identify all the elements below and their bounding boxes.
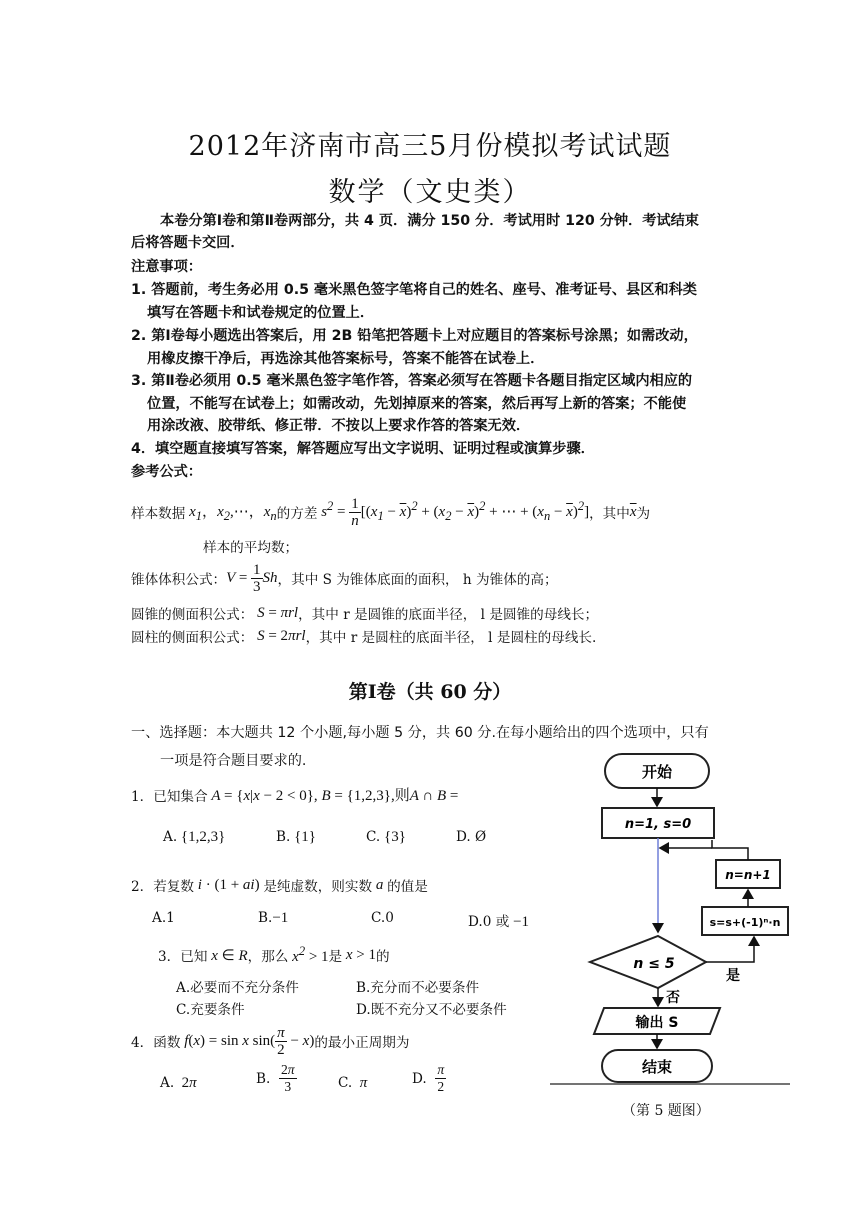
page-subtitle: 数学（文史类） xyxy=(328,177,532,208)
question-2-option-d: D.0 或 −1 xyxy=(468,914,530,930)
question-1-option-c: C. {3} xyxy=(366,829,406,845)
question-3-mid-1: ，那么 xyxy=(247,949,289,965)
variance-expression: $s^2$ = $\frac{1}{n}$ [$(x_1 - \overline{x})^2 + (x_2 - \overline{x})^2$ + ⋯ + $(x_n - \overline{x})^2$] xyxy=(317,495,590,529)
cone-volume-label: 锥体体积公式： xyxy=(131,572,227,588)
note-line: 用涂改液、胶带纸、修正带．不按以上要求作答的答案无效． xyxy=(147,418,531,434)
question-4-end: 的最小正周期为 xyxy=(314,1035,410,1051)
cone-side-label: 圆锥的侧面积公式： xyxy=(131,607,254,623)
question-4-stem xyxy=(131,1022,409,1060)
question-1-option-a: A. {1,2,3} xyxy=(163,829,226,845)
note-line: 用橡皮擦干净后，再选涂其他答案标号，答案不能答在试卷上． xyxy=(147,351,545,367)
question-4-expression: f(x) = sin x sin( $\frac{\pi}{2}$ − x) xyxy=(180,1024,315,1058)
cone-volume-formula: V = $\frac{1}{3}$ Sh xyxy=(226,561,278,595)
question-2-option-a: A.1 xyxy=(152,910,175,926)
question-3-option-c: C.充要条件 xyxy=(176,1002,245,1018)
option-label: B. xyxy=(258,910,273,926)
flowchart-diagram xyxy=(550,740,790,1100)
question-1-option-d: D. Ø xyxy=(456,829,487,845)
note-line: 位置，不能写在试卷上；如需改动，先划掉原来的答案，然后再写上新的答案；不能使 xyxy=(147,396,687,412)
question-3-mid-2: 是 xyxy=(328,949,343,965)
question-2-prefix: 2．若复数 xyxy=(131,879,195,895)
cone-side-line xyxy=(131,603,598,623)
variance-prefix: 样本数据 xyxy=(131,506,186,522)
question-2-expression: i · (1 + ai) xyxy=(194,876,260,893)
question-1-option-b: B. {1} xyxy=(276,829,316,845)
option-label: B. xyxy=(276,829,291,845)
option-label: C. xyxy=(366,829,381,845)
question-4-prefix: 4．函数 xyxy=(131,1035,181,1051)
option-label: D. xyxy=(412,1070,427,1087)
intro-line-2: 后将答题卡交回． xyxy=(131,235,245,251)
cone-side-desc: ，其中 r 是圆锥的底面半径， l 是圆锥的母线长； xyxy=(298,607,599,623)
flowchart-end-label: 结束 xyxy=(641,1058,673,1076)
option-label: C. xyxy=(338,1075,353,1091)
question-1-expression: A = {x|x − 2 < 0}, B = {1,2,3},则A ∩ B = xyxy=(207,788,459,804)
question-3-option-d: D.既不充分又不必要条件 xyxy=(356,1002,507,1018)
question-3-prefix: 3．已知 xyxy=(158,949,208,965)
intro-line-1: 本卷分第Ⅰ卷和第Ⅱ卷两部分，共 4 页．满分 150 分．考试用时 120 分钟．考试结束 xyxy=(160,213,699,229)
question-2-stem xyxy=(131,875,428,895)
question-4-option-c: C. π xyxy=(338,1075,368,1091)
question-2-suffix: 是纯虚数，则实数 xyxy=(263,879,373,895)
option-label: A. xyxy=(160,1075,175,1091)
question-1-prefix: 1．已知集合 xyxy=(131,788,208,805)
option-label: A. xyxy=(163,829,178,845)
section-title: 第Ⅰ卷（共 60 分） xyxy=(348,681,512,703)
choice-intro-1 xyxy=(131,722,709,742)
variance-suffix: ，其中 xyxy=(589,506,630,522)
variance-end: 为 xyxy=(636,506,651,522)
flowchart-caption: （第 5 题图） xyxy=(622,1103,710,1119)
question-2-end: 的值是 xyxy=(387,879,428,895)
option-label: D.0 或 xyxy=(468,914,510,930)
note-line: 填写在答题卡和试卷规定的位置上． xyxy=(147,305,375,321)
note-line: 1. 答题前，考生务必用 0.5 毫米黑色签字笔将自己的姓名、座号、准考证号、县区和科类 xyxy=(131,282,697,298)
cylinder-side-formula: S = 2πrl xyxy=(253,627,306,644)
flowchart-loop-line xyxy=(712,840,748,860)
flowchart-start-label: 开始 xyxy=(641,763,673,781)
question-3-stem xyxy=(158,944,390,966)
notes-heading: 注意事项： xyxy=(131,259,202,275)
variance-formula-line xyxy=(131,492,650,532)
cylinder-side-line xyxy=(131,626,596,646)
note-line: 3. 第Ⅱ卷必须用 0.5 毫米黑色签字笔作答，答案必须写在答题卡各题目指定区域内相应的 xyxy=(131,373,693,389)
note-line: 2. 第Ⅰ卷每小题选出答案后，用 2B 铅笔把答题卡上对应题目的答案标号涂黑；如需改动， xyxy=(131,328,698,344)
question-2-variable: a xyxy=(372,876,388,893)
choice-intro-text: 一、选择题：本大题共 12 个小题,每小题 5 分，共 60 分.在每小题给出的四个选项中，只有 xyxy=(131,725,709,741)
variance-samples: $x_1$，$x_2,\cdots$，$x_n$ xyxy=(185,504,277,523)
question-3-expr-3: x > 1 xyxy=(342,946,377,963)
question-3-option-b: B.充分而不必要条件 xyxy=(356,980,480,996)
flowchart-update-label: s=s+(-1)ⁿ·n xyxy=(709,916,781,929)
cone-volume-line xyxy=(131,560,558,596)
question-2-option-b: B.−1 xyxy=(258,910,289,926)
question-4-option-d: D. $\frac{\pi}{2}$ xyxy=(412,1062,445,1094)
question-3-end: 的 xyxy=(376,949,390,965)
variance-line-2: 样本的平均数； xyxy=(203,540,299,556)
flowchart-increment-label: n=n+1 xyxy=(725,868,771,882)
cone-volume-desc: ，其中 S 为锥体底面的面积， h 为锥体的高； xyxy=(277,572,558,588)
question-3-expr-2: $x^2 > 1$ xyxy=(288,944,329,965)
flowchart-init-label: n=1, s=0 xyxy=(624,817,692,832)
page-title: 2012年济南市高三5月份模拟考试试题 xyxy=(188,131,672,162)
note-line: 4．填空题直接填写答案，解答题应写出文字说明、证明过程或演算步骤． xyxy=(131,441,595,457)
option-label: B. xyxy=(256,1070,271,1087)
flowchart-yes-line xyxy=(706,937,754,962)
question-4-option-b: B. $\frac{2\pi}{3}$ xyxy=(256,1062,295,1094)
cylinder-side-label: 圆柱的侧面积公式： xyxy=(131,630,254,646)
mean-symbol: $\overline{x}$ xyxy=(629,503,637,520)
cone-side-formula: S = πrl xyxy=(253,604,299,621)
choice-intro-2: 一项是符合题目要求的. xyxy=(160,753,307,769)
ref-heading: 参考公式： xyxy=(131,464,202,480)
question-1-stem xyxy=(131,784,458,805)
flowchart-output-label: 输出 S xyxy=(635,1015,679,1031)
question-2-option-c: C.0 xyxy=(371,910,394,926)
cylinder-side-desc: ，其中 r 是圆柱的底面半径， l 是圆柱的母线长. xyxy=(305,630,597,646)
flowchart-condition-label: n ≤ 5 xyxy=(633,956,675,972)
flowchart-no-label: 否 xyxy=(666,990,680,1006)
question-4-option-a: A. 2π xyxy=(160,1075,197,1091)
question-3-option-a: A.必要而不充分条件 xyxy=(176,980,299,996)
question-3-expr-1: x ∈ R xyxy=(207,947,248,964)
flowchart-yes-label: 是 xyxy=(726,968,740,984)
variance-mid: 的方差 xyxy=(276,506,318,522)
